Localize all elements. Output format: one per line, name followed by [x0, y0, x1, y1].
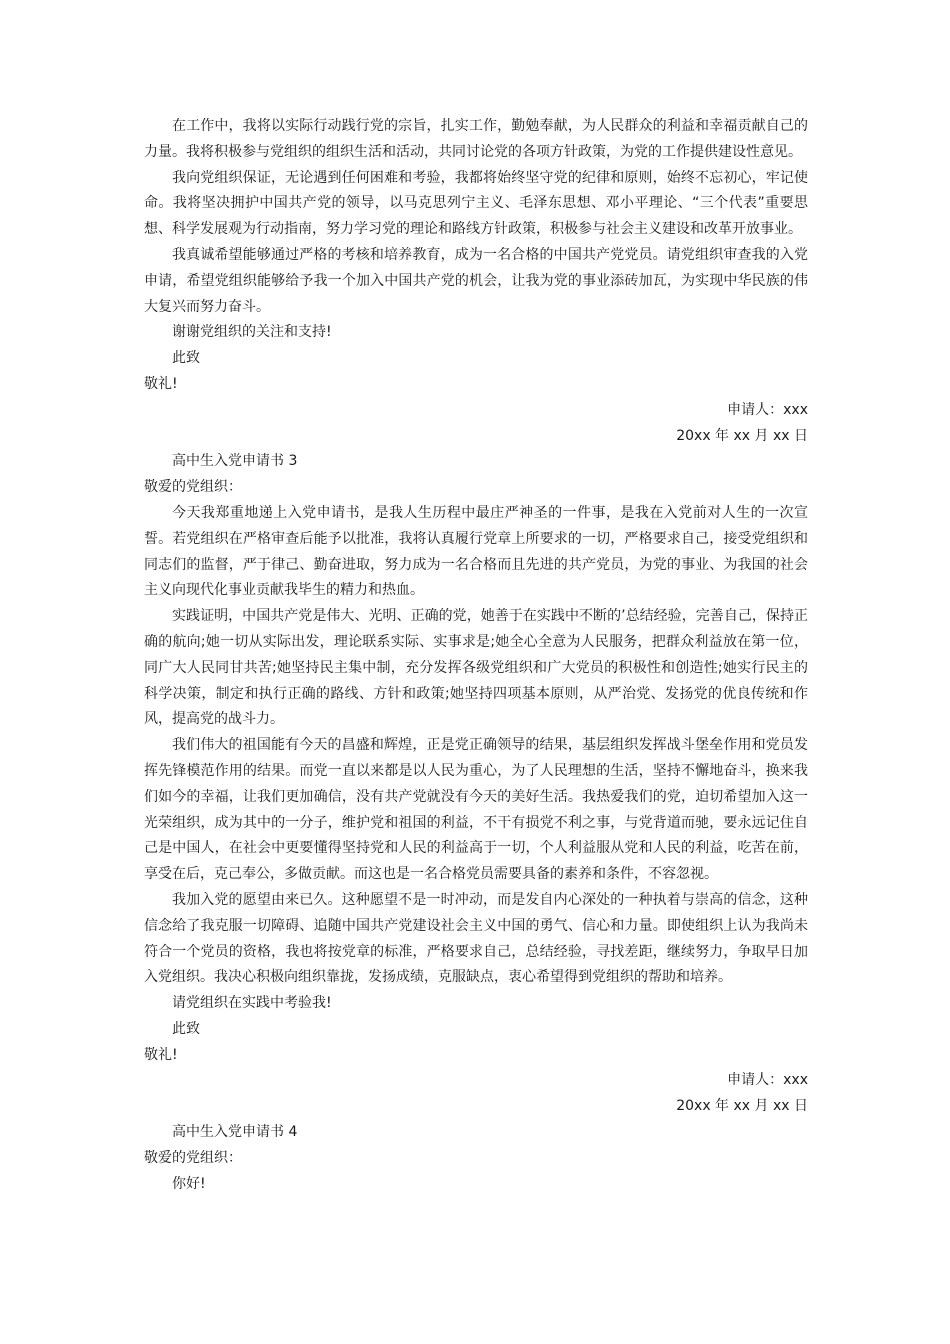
body-paragraph: 在工作中，我将以实际行动践行党的宗旨，扎实工作，勤勉奉献，为人民群众的利益和幸福贡献自己的力量。我将积极参与党组织的组织生活和活动，共同讨论党的各项方针政策，为党的工作提供建设性意见。: [144, 118, 808, 160]
body-paragraph: 实践证明，中国共产党是伟大、光明、正确的党，她善于在实践中不断的’总结经验，完善自己，保持正确的航向;她一切从实际出发，理论联系实际、实事求是;她全心全意为人民服务，把群众利益放在第一位，同广大人民同甘共苦;她坚持民主集中制，充分发挥各级党组织和广大党员的积极性和创造性;她实行民主的科学决策，制定和执行正确的路线、方针和政策;她坚持四项基本原则，从严治党、发扬党的优良传统和作风，提高党的战斗力。: [144, 608, 808, 728]
applicant-signature: 申请人：xxx: [727, 401, 808, 418]
closing-jing-li: 敬礼!: [144, 375, 178, 392]
closing-jing-li: 敬礼!: [144, 1046, 178, 1063]
test-line: 请党组织在实践中考验我!: [172, 995, 332, 1012]
body-paragraph: 今天我郑重地递上入党申请书，是我人生历程中最庄严神圣的一件事，是我在入党前对人生的一次宣誓。若党组织在严格审查后能予以批准，我将认真履行党章上所要求的一切，严格要求自己，接受党组织和同志们的监督，严于律己、勤奋进取，努力成为一名合格而且先进的共产党员，为党的事业、为我国的社会主义向现代化事业贡献我毕生的精力和热血。: [144, 504, 808, 599]
signature-date: 20xx 年 xx 月 xx 日: [676, 427, 808, 444]
section-title: 高中生入党申请书 4: [172, 1124, 298, 1141]
signature-date: 20xx 年 xx 月 xx 日: [676, 1098, 808, 1115]
body-paragraph: 我加入党的愿望由来已久。这种愿望不是一时冲动，而是发自内心深处的一种执着与崇高的信念，这种信念给了我克服一切障碍、追随中国共产党建设社会主义中国的勇气、信心和力量。即使组织上认为我尚未符合一个党员的资格，我也将按党章的标准，严格要求自己，总结经验，寻找差距，继续努力，争取早日加入党组织。我决心积极向组织靠拢，发扬成绩，克服缺点，衷心希望得到党组织的帮助和培养。: [144, 891, 808, 986]
body-paragraph: 我真诚希望能够通过严格的考核和培养教育，成为一名合格的中国共产党党员。请党组织审查我的入党申请，希望党组织能够给予我一个加入中国共产党的机会，让我为党的事业添砖加瓦，为实现中华民族的伟大复兴而努力奋斗。: [144, 246, 808, 315]
salutation: 敬爱的党组织：: [144, 1149, 242, 1166]
body-paragraph: 我向党组织保证，无论遇到任何困难和考验，我都将始终坚守党的纪律和原则，始终不忘初心，牢记使命。我将坚决拥护中国共产党的领导，以马克思列宁主义、毛泽东思想、邓小平理论、“三个代表”重要思想、科学发展观为行动指南，努力学习党的理论和路线方针政策，积极参与社会主义建设和改革开放事业。: [144, 169, 808, 238]
section-title: 高中生入党申请书 3: [172, 453, 298, 470]
document-page: [144, 114, 808, 1197]
closing-ci-zhi: 此致: [172, 1020, 200, 1037]
thanks-line: 谢谢党组织的关注和支持!: [172, 324, 332, 341]
salutation: 敬爱的党组织：: [144, 479, 242, 496]
body-paragraph: 我们伟大的祖国能有今天的昌盛和辉煌，正是党正确领导的结果，基层组织发挥战斗堡垒作用和党员发挥先锋模范作用的结果。而党一直以来都是以人民为重心，为了人民理想的生活，坚持不懈地奋斗，换来我们如今的幸福，让我们更加确信，没有共产党就没有今天的美好生活。我热爱我们的党，迫切希望加入这一光荣组织，成为其中的一分子，维护党和祖国的利益，不干有损党不利之事，与党背道而驰，要永远记住自己是中国人，在社会中更要懂得坚持党和人民的利益高于一切，个人利益服从党和人民的利益，吃苦在前，享受在后，克己奉公，多做贡献。而这也是一名合格党员需要具备的素养和条件，不容忽视。: [144, 737, 808, 883]
closing-ci-zhi: 此致: [172, 350, 200, 367]
greeting: 你好!: [172, 1175, 206, 1192]
applicant-signature: 申请人：xxx: [727, 1072, 808, 1089]
